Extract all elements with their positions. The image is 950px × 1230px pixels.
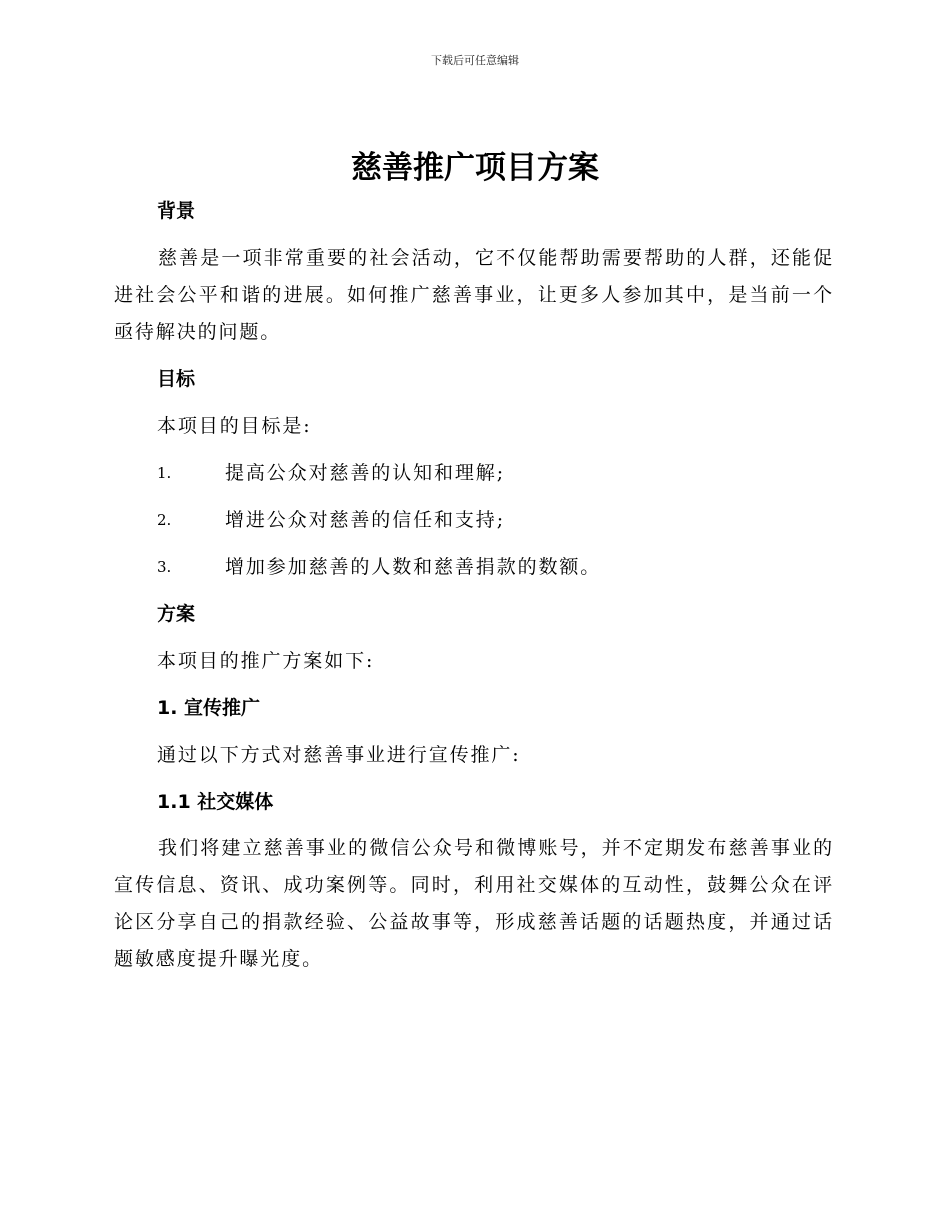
list-text: 增进公众对慈善的信任和支持; <box>225 509 506 531</box>
plan-intro: 本项目的推广方案如下: <box>157 650 375 672</box>
list-number: 2. <box>157 511 172 529</box>
heading-background: 背景 <box>157 200 196 222</box>
list-text: 增加参加慈善的人数和慈善捐款的数额。 <box>225 556 602 578</box>
list-number: 3. <box>157 558 172 576</box>
goals-intro: 本项目的目标是: <box>157 415 312 437</box>
page-header: 下载后可任意编辑 <box>431 54 519 67</box>
paragraph-social-media: 我们将建立慈善事业的微信公众号和微博账号，并不定期发布慈善事业的宣传信息、资讯、成功案例等。同时，利用社交媒体的互动性，鼓舞公众在评论区分享自己的捐款经验、公益故事等，形成慈善话题的话题热度，并通过话题敏感度提升曝光度。 <box>114 837 834 970</box>
list-text: 提高公众对慈善的认知和理解; <box>225 462 506 484</box>
publicity-intro: 通过以下方式对慈善事业进行宣传推广: <box>157 744 521 766</box>
paragraph-background: 慈善是一项非常重要的社会活动，它不仅能帮助需要帮助的人群，还能促进社会公平和谐的进展。如何推广慈善事业，让更多人参加其中，是当前一个亟待解决的问题。 <box>114 247 834 343</box>
list-number: 1. <box>157 464 172 482</box>
document-title: 慈善推广项目方案 <box>351 150 599 186</box>
heading-publicity: 1. 宣传推广 <box>157 697 261 719</box>
heading-goals: 目标 <box>157 368 196 390</box>
heading-social-media: 1.1 社交媒体 <box>157 791 274 813</box>
heading-plan: 方案 <box>157 603 196 625</box>
